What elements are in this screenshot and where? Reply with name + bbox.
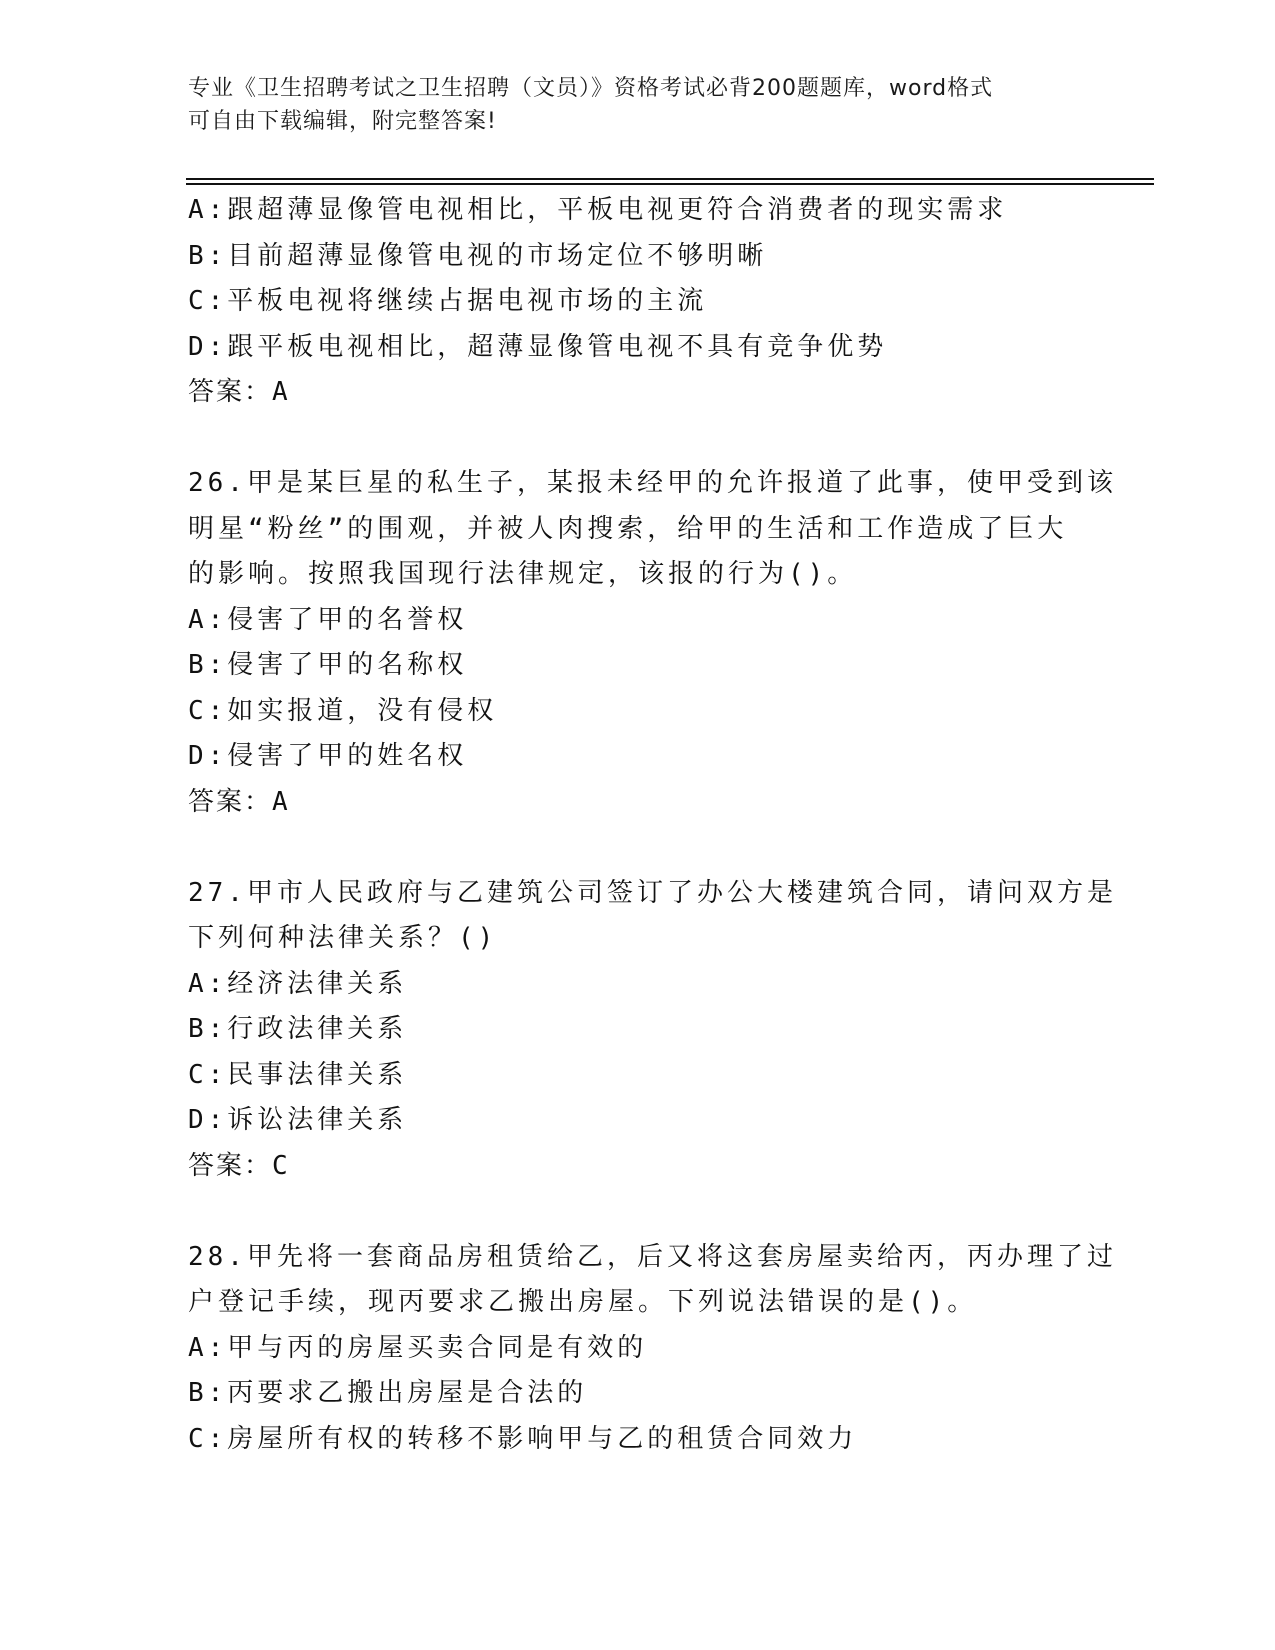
- option-d: D:侵害了甲的姓名权: [188, 741, 468, 771]
- answer-line: [188, 1144, 1088, 1190]
- spacer: [188, 1189, 1088, 1235]
- question-25: [188, 188, 1088, 416]
- option-b: B:侵害了甲的名称权: [188, 650, 468, 680]
- option-a: A:侵害了甲的名誉权: [188, 604, 468, 635]
- header-rule-bottom: [186, 183, 1154, 185]
- answer-label: 答案：: [188, 377, 273, 407]
- header-line-2: 可自由下载编辑，附完整答案!: [188, 109, 497, 134]
- option-c: C:民事法律关系: [188, 1059, 408, 1090]
- answer-line: [188, 370, 1088, 416]
- option-a: A:甲与丙的房屋买卖合同是有效的: [188, 1332, 648, 1363]
- option-c: C:平板电视将继续占据电视市场的主流: [188, 286, 708, 316]
- answer-value: A: [272, 377, 290, 407]
- answer-label: 答案：: [188, 786, 273, 817]
- question-stem-line: 的影响。按照我国现行法律规定，该报的行为()。: [188, 559, 858, 589]
- spacer: [188, 825, 1088, 871]
- header-line-1: 专业《卫生招聘考试之卫生招聘（文员）》资格考试必背200题题库，word格式: [188, 76, 994, 101]
- option-d: D:诉讼法律关系: [188, 1105, 408, 1135]
- option-b: B:丙要求乙搬出房屋是合法的: [188, 1378, 588, 1408]
- question-stem-line: 28.甲先将一套商品房租赁给乙，后又将这套房屋卖给丙，丙办理了过: [188, 1241, 1117, 1272]
- spacer: [188, 416, 1088, 462]
- question-stem-line: 明星“粉丝”的围观，并被人肉搜索，给甲的生活和工作造成了巨大: [188, 513, 1068, 544]
- option-c: C:如实报道，没有侵权: [188, 695, 498, 726]
- header-rule-top: [186, 178, 1154, 180]
- option-d: D:跟平板电视相比，超薄显像管电视不具有竞争优势: [188, 331, 888, 362]
- option-b: B:行政法律关系: [188, 1014, 408, 1044]
- option-b: B:目前超薄显像管电视的市场定位不够明晰: [188, 240, 768, 271]
- question-stem-line: 下列何种法律关系？(): [188, 923, 498, 953]
- answer-line: [188, 780, 1088, 826]
- question-stem-line: 26.甲是某巨星的私生子，某报未经甲的允许报道了此事，使甲受到该: [188, 468, 1117, 498]
- question-26: [188, 461, 1117, 825]
- answer-value: C: [272, 1150, 290, 1181]
- question-stem-line: 户登记手续，现丙要求乙搬出房屋。下列说法错误的是()。: [188, 1287, 978, 1317]
- question-27: [188, 871, 1117, 1190]
- option-c: C:房屋所有权的转移不影响甲与乙的租赁合同效力: [188, 1423, 858, 1454]
- answer-label: 答案：: [188, 1150, 273, 1181]
- answer-value: A: [272, 786, 290, 817]
- option-a: A:经济法律关系: [188, 968, 408, 999]
- question-stem-line: 27.甲市人民政府与乙建筑公司签订了办公大楼建筑合同，请问双方是: [188, 877, 1117, 908]
- option-a: A:跟超薄显像管电视相比，平板电视更符合消费者的现实需求: [188, 195, 1008, 225]
- document-body: [188, 188, 1117, 1462]
- question-28: [188, 1235, 1117, 1463]
- document-header: [188, 72, 1088, 138]
